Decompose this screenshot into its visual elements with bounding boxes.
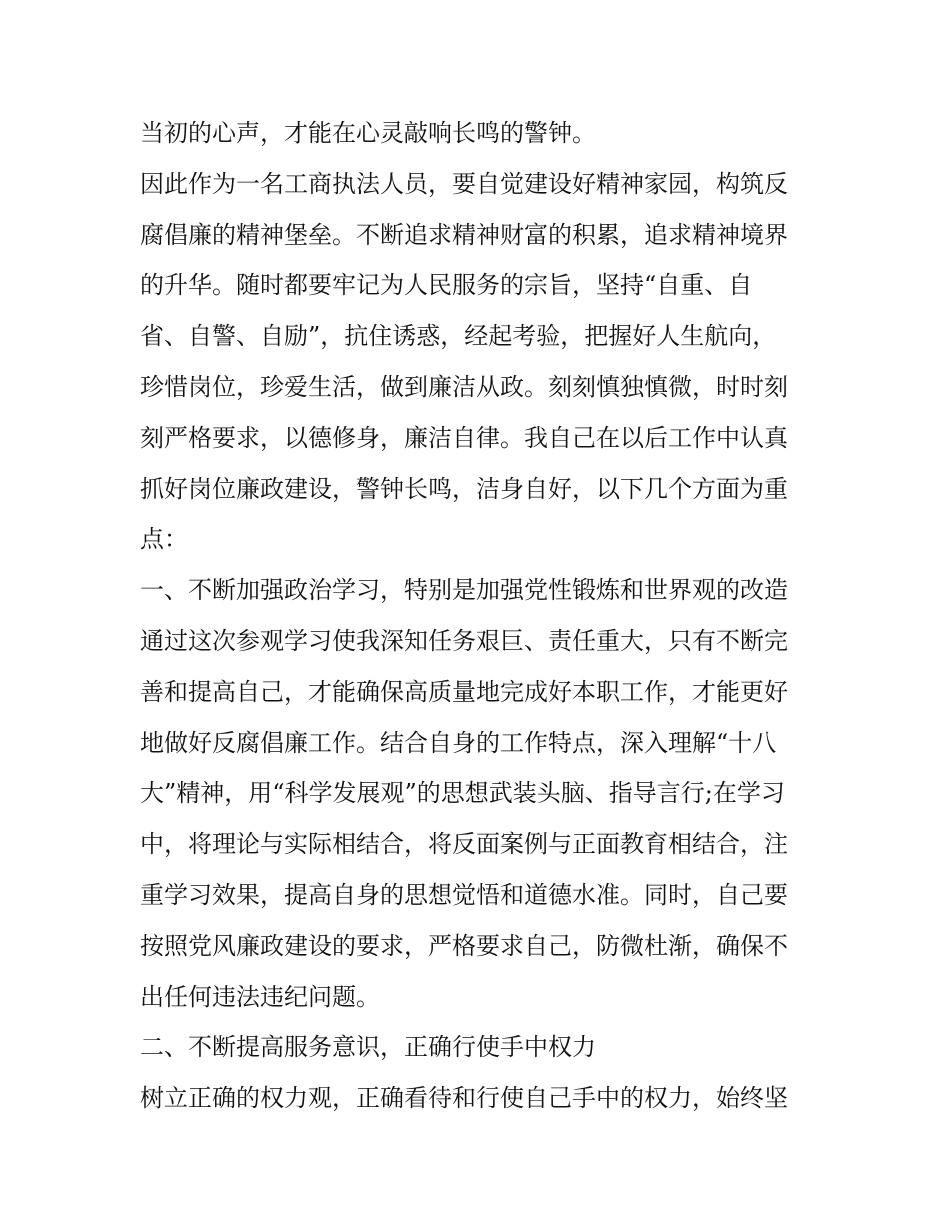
text-line: 省、自警、自励”，抗住诱惑，经起考验，把握好人生航向，: [140, 322, 777, 351]
text-line: 抓好岗位廉政建设，警钟长鸣，洁身自好，以下几个方面为重: [140, 474, 788, 503]
text-line: 大”精神，用“科学发展观”的思想武装头脑、指导言行;在学习: [140, 779, 785, 808]
section-heading-1: 一、不断加强政治学习，特别是加强党性锻炼和世界观的改造: [140, 576, 788, 605]
text-line: 按照党风廉政建设的要求，严格要求自己，防微杜渐，确保不: [140, 931, 788, 960]
text-line: 腐倡廉的精神堡垒。不断追求精神财富的积累，追求精神境界: [140, 220, 788, 249]
text-line: 通过这次参观学习使我深知任务艰巨、责任重大，只有不断完: [140, 626, 788, 655]
text-line: 刻严格要求，以德修身，廉洁自律。我自己在以后工作中认真: [140, 423, 788, 452]
text-line: 出任何违法违纪问题。: [140, 982, 380, 1011]
text-line: 珍惜岗位，珍爱生活，做到廉洁从政。刻刻慎独慎微，时时刻: [140, 372, 788, 401]
text-line: 地做好反腐倡廉工作。结合自身的工作特点，深入理解“十八: [140, 728, 777, 757]
section-heading-2: 二、不断提高服务意识，正确行使手中权力: [140, 1033, 596, 1062]
text-line: 中，将理论与实际相结合，将反面案例与正面教育相结合，注: [140, 830, 788, 859]
text-line: 善和提高自己，才能确保高质量地完成好本职工作，才能更好: [140, 677, 788, 706]
text-line: 重学习效果，提高自身的思想觉悟和道德水准。同时，自己要: [140, 880, 788, 909]
body-text: [140, 108, 820, 1124]
text-line: 的升华。随时都要牢记为人民服务的宗旨，坚持“自重、自: [140, 271, 753, 300]
text-line: 当初的心声，才能在心灵敲响长鸣的警钟。: [140, 119, 596, 147]
text-line: 树立正确的权力观，正确看待和行使自己手中的权力，始终坚: [140, 1084, 788, 1113]
text-line: 因此作为一名工商执法人员，要自觉建设好精神家园，构筑反: [140, 169, 788, 198]
text-line: 点：: [140, 525, 188, 554]
